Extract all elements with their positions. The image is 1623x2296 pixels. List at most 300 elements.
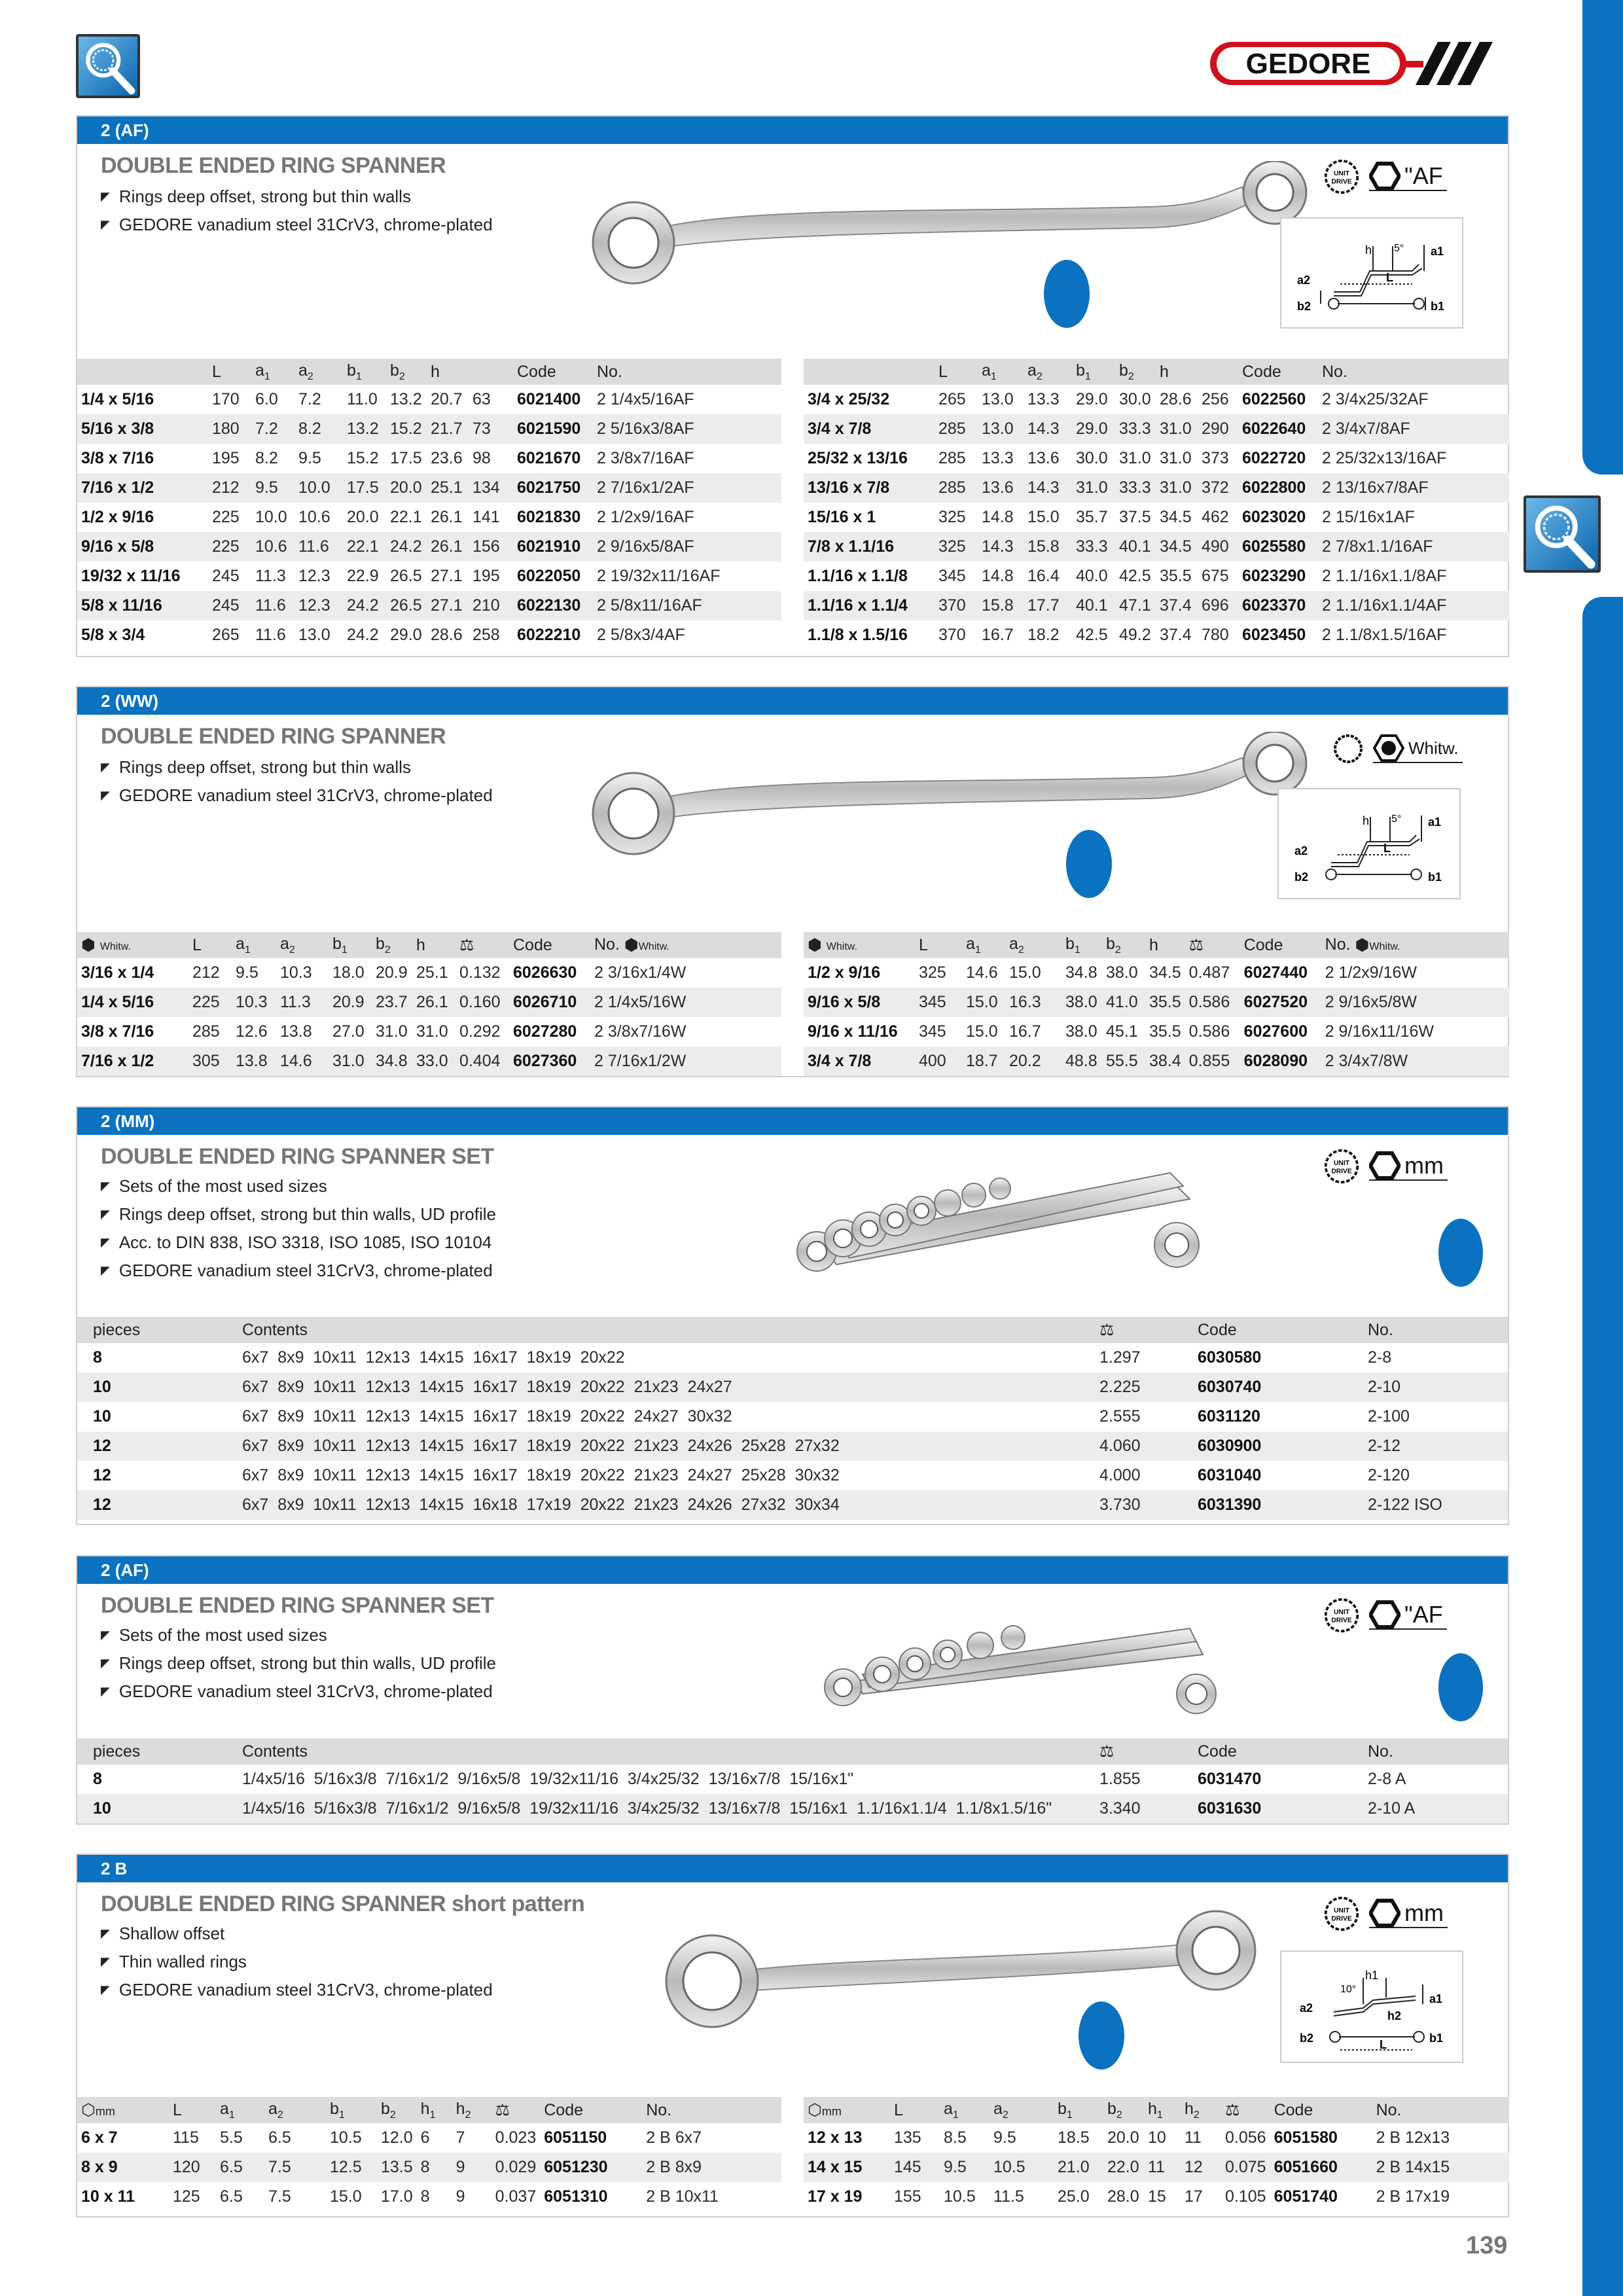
- table-cell: 3/8 x 7/16: [81, 1022, 154, 1041]
- table-cell: 9.5: [251, 473, 294, 503]
- size-unit-badge: [1369, 162, 1447, 191]
- diagram-label: h: [1363, 814, 1370, 827]
- svg-text:UNIT: UNIT: [1334, 1609, 1349, 1617]
- table-cell: 17.0: [381, 2187, 413, 2206]
- table-cell: 31.0: [1119, 449, 1151, 467]
- table-row: [804, 958, 1509, 988]
- table-row: [77, 1017, 781, 1047]
- table-cell: 21.0: [1054, 2153, 1103, 2182]
- table-cell: 6031040: [1198, 1466, 1262, 1484]
- table-cell: 14.3: [1024, 414, 1072, 444]
- table-cell: 6030740: [1194, 1372, 1364, 1402]
- table-cell: 2.555: [1099, 1407, 1141, 1426]
- col-h1: $h_1$: [417, 2097, 452, 2123]
- table-cell: 33.0: [412, 1047, 455, 1076]
- table-cell: 1.1/16 x 1.1/4: [804, 591, 935, 620]
- table-cell: 73: [469, 414, 513, 444]
- table-cell: 2 1.1/16x1.1/8AF: [1322, 567, 1447, 585]
- table-cell: 400: [915, 1047, 962, 1076]
- table-cell: 16.7: [1009, 1022, 1041, 1041]
- table-cell: 2 1.1/16x1.1/4AF: [1318, 591, 1509, 620]
- section-mm-spanner-set: [76, 1106, 1509, 1525]
- table-cell: 6.5: [216, 2153, 264, 2182]
- table-cell: 6021400: [517, 390, 581, 408]
- col-a2: $a_2$: [276, 932, 329, 958]
- table-cell: 675: [1202, 567, 1229, 585]
- col-b1: $b_1$: [326, 2097, 377, 2123]
- scale-weight-icon: ⚖: [491, 2097, 541, 2123]
- table-cell: 47.1: [1115, 591, 1156, 620]
- table-cell: 256: [1202, 390, 1229, 408]
- table-cell: 6027600: [1243, 1022, 1308, 1041]
- table-cell: 6x7 8x9 10x11 12x13 14x15 16x18 17x19 20x22 21x23 24x26 27x32 30x34: [238, 1490, 1096, 1520]
- table-cell: 6x7 8x9 10x11 12x13 14x15 16x17 18x19 20x22 21x23 24x27 25x28 30x32: [242, 1466, 840, 1484]
- table-cell: 0.292: [459, 1022, 501, 1041]
- set-table: [77, 1738, 1508, 1823]
- table-cell: 10 x 11: [81, 2187, 135, 2206]
- table-cell: 42.5: [1076, 626, 1108, 644]
- col-L: L: [169, 2097, 216, 2123]
- table-cell: 0.487: [1188, 963, 1230, 982]
- table-cell: 15.0: [966, 1022, 998, 1041]
- table-cell: 2 B 10x11: [646, 2187, 719, 2206]
- table-cell: 6051660: [1270, 2153, 1372, 2182]
- table-cell: 10.5: [330, 2128, 362, 2147]
- table-row: [804, 562, 1509, 591]
- table-cell: 27.1: [427, 591, 469, 620]
- wrench-image: [562, 161, 1334, 292]
- table-cell: 31.0: [329, 1047, 372, 1076]
- table-cell: 370: [935, 591, 978, 620]
- col-h: h: [1145, 932, 1185, 958]
- table-cell: 9: [452, 2153, 491, 2182]
- table-cell: 3/4 x 25/32: [808, 390, 890, 408]
- table-cell: 6.5: [268, 2128, 291, 2147]
- brand-name: GEDORE: [1245, 48, 1371, 80]
- ring-spanner-icon[interactable]: [1524, 495, 1601, 573]
- feature-list: [101, 183, 493, 240]
- table-cell: 34.8: [372, 1047, 412, 1076]
- table-cell: 29.0: [1076, 390, 1108, 408]
- table-cell: 9.5: [298, 449, 321, 467]
- table-cell: 2 1/2x9/16W: [1325, 963, 1418, 982]
- table-cell: 48.8: [1061, 1047, 1102, 1076]
- table-header-row: ⬢ Whitw. L $a_1$ $a_2$ $b_1$ $b_2$ h ⚖ Code No. ⬢Whitw.: [804, 932, 1509, 958]
- table-cell: 1.297: [1099, 1348, 1141, 1367]
- table-row: [804, 620, 1509, 650]
- table-cell: 15.0: [330, 2187, 362, 2206]
- col-L: L: [208, 359, 251, 385]
- unit-drive-icon: [1323, 1597, 1360, 1634]
- table-cell: 15.2: [347, 449, 379, 467]
- table-header-row: [77, 1317, 1508, 1343]
- table-row: [77, 591, 781, 620]
- diagram-label: h: [1365, 243, 1372, 257]
- table-cell: 17: [1185, 2187, 1203, 2206]
- table-cell: 2 B 14x15: [1372, 2153, 1509, 2182]
- table-cell: 20.9: [376, 963, 408, 982]
- feature-item: ◤ GEDORE vanadium steel 31CrV3, chrome-plated: [101, 1977, 493, 2005]
- col-h: h: [412, 932, 455, 958]
- table-cell: 9.5: [993, 2128, 1016, 2147]
- col-no: No.: [1364, 1317, 1508, 1343]
- table-cell: 18.5: [1058, 2128, 1090, 2147]
- table-cell: 0.056: [1225, 2128, 1266, 2147]
- table-header-row: ⬢ Whitw. L $a_1$ $a_2$ $b_1$ $b_2$ h ⚖ Code No. ⬢Whitw.: [77, 932, 781, 958]
- table-cell: 156: [469, 532, 513, 562]
- product-title: DOUBLE ENDED RING SPANNER: [101, 724, 446, 749]
- col-code: Code: [509, 932, 590, 958]
- table-cell: 6x7 8x9 10x11 12x13 14x15 16x17 18x19 20x22 24x27 30x32: [242, 1407, 732, 1426]
- table-cell: 11.0: [347, 390, 378, 408]
- col-L: L: [188, 932, 232, 958]
- table-row: [804, 591, 1509, 620]
- table-cell: 34.5: [1156, 532, 1198, 562]
- spec-table-right: [804, 359, 1509, 650]
- table-cell: 31.0: [1072, 473, 1115, 503]
- col-a2: $a_2$: [1024, 359, 1072, 385]
- table-cell: 212: [208, 473, 251, 503]
- table-header-row: [804, 359, 1509, 385]
- table-cell: 5.5: [220, 2128, 243, 2147]
- table-cell: 13.8: [232, 1047, 276, 1076]
- table-cell: 2 25/32x13/16AF: [1322, 449, 1447, 467]
- col-h: h: [1156, 359, 1198, 385]
- table-header-row: ⬡mm L $a_1$ $a_2$ $b_1$ $b_2$ $h_1$ $h_2$ ⚖ Code No.: [77, 2097, 781, 2123]
- table-cell: 29.0: [390, 626, 422, 644]
- drive-icons: [1323, 1597, 1447, 1634]
- col-h: h: [427, 359, 469, 385]
- table-cell: 24.2: [343, 591, 386, 620]
- table-cell: 6022050: [517, 567, 581, 585]
- table-cell: 18.2: [1027, 626, 1060, 644]
- size-unit-label: "AF: [1404, 1601, 1443, 1628]
- table-cell: 6.0: [255, 390, 278, 408]
- table-cell: 0.037: [495, 2187, 537, 2206]
- table-cell: 17.7: [1024, 591, 1072, 620]
- table-cell: 6051150: [544, 2128, 607, 2147]
- section-af-ring-spanner: [76, 115, 1509, 657]
- table-cell: 135: [894, 2128, 921, 2147]
- feature-item: ◤ GEDORE vanadium steel 31CrV3, chrome-plated: [101, 1678, 496, 1706]
- col-code: Code: [1194, 1317, 1364, 1343]
- col-b2: $b_2$: [372, 932, 412, 958]
- col-a1: $a_1$: [216, 2097, 264, 2123]
- svg-text:DRIVE: DRIVE: [1331, 1168, 1352, 1175]
- table-cell: 20.0: [386, 473, 427, 503]
- diagram-label: L: [1380, 2038, 1387, 2051]
- table-cell: 5/16 x 3/8: [77, 414, 208, 444]
- col-b2: $b_2$: [1103, 2097, 1144, 2123]
- sidebar-tab-bottom: [1582, 597, 1623, 2296]
- table-row: [77, 1794, 1508, 1823]
- table-cell: 6023450: [1242, 626, 1306, 644]
- table-cell: 16.4: [1027, 567, 1060, 585]
- diagram-label: a2: [1294, 844, 1308, 857]
- hex-icon: [1369, 1151, 1400, 1180]
- table-body: [77, 385, 781, 650]
- table-cell: 1/4 x 5/16: [81, 390, 154, 408]
- col-L: L: [915, 932, 962, 958]
- table-cell: 7.5: [268, 2187, 291, 2206]
- table-cell: 3.730: [1096, 1490, 1194, 1520]
- table-cell: 5/8 x 11/16: [77, 591, 208, 620]
- table-cell: 14.6: [966, 963, 998, 982]
- table-cell: 41.0: [1102, 988, 1145, 1017]
- unit-drive-icon: [1323, 1148, 1360, 1185]
- table-cell: 6023370: [1238, 591, 1318, 620]
- feature-item: ◤ Rings deep offset, strong but thin walls: [101, 754, 493, 782]
- table-cell: 8.2: [294, 414, 343, 444]
- section-tag: 2 (WW): [77, 687, 1508, 715]
- table-cell: 9/16 x 5/8: [804, 988, 915, 1017]
- table-cell: 14 x 15: [804, 2153, 890, 2182]
- table-cell: 7.5: [264, 2153, 326, 2182]
- table-cell: 13.3: [1027, 390, 1060, 408]
- table-cell: 25/32 x 13/16: [808, 449, 908, 467]
- col-code: Code: [1270, 2097, 1372, 2123]
- table-row: [804, 988, 1509, 1017]
- twelve-point-ring-icon: [1332, 733, 1364, 764]
- table-cell: 2 7/16x1/2AF: [593, 473, 781, 503]
- size-unit-label: "AF: [1404, 162, 1443, 189]
- table-cell: 20.9: [329, 988, 372, 1017]
- table-cell: 22.9: [347, 567, 379, 585]
- table-cell: 13.2: [390, 390, 422, 408]
- diagram-label: a1: [1428, 816, 1442, 829]
- table-cell: 10.3: [280, 963, 312, 982]
- table-cell: 1/2 x 9/16: [808, 963, 881, 982]
- table-cell: 6022720: [1242, 449, 1306, 467]
- table-cell: 0.029: [491, 2153, 541, 2182]
- size-unit-badge: [1373, 734, 1463, 763]
- table-cell: 35.5: [1160, 567, 1192, 585]
- table-cell: 6021590: [513, 414, 593, 444]
- diagram-label: b2: [1297, 300, 1311, 313]
- table-cell: 7/8 x 1.1/16: [804, 532, 935, 562]
- product-title: DOUBLE ENDED RING SPANNER SET: [101, 1144, 494, 1169]
- feature-item: ◤ Thin walled rings: [101, 1948, 493, 1977]
- table-cell: 3/16 x 1/4: [81, 963, 154, 982]
- section-tag: 2 (MM): [77, 1107, 1508, 1135]
- blue-marker: [1066, 830, 1112, 898]
- table-cell: 212: [192, 963, 220, 982]
- table-cell: 2-120: [1368, 1466, 1410, 1484]
- feature-item: ◤ GEDORE vanadium steel 31CrV3, chrome-plated: [101, 782, 493, 810]
- table-cell: 15.8: [1024, 532, 1072, 562]
- table-cell: 2 13/16x7/8AF: [1318, 473, 1509, 503]
- spec-table-right: [804, 932, 1509, 1076]
- table-cell: 27.1: [431, 567, 463, 585]
- table-cell: 9/16 x 11/16: [808, 1022, 898, 1041]
- col-L: L: [890, 2097, 940, 2123]
- table-cell: 0.105: [1225, 2187, 1266, 2206]
- col-b1: $b_1$: [1054, 2097, 1103, 2123]
- table-cell: 6022210: [517, 626, 581, 644]
- table-header-row: [77, 1738, 1508, 1765]
- col-b1: $b_1$: [329, 932, 372, 958]
- table-cell: 285: [935, 473, 978, 503]
- table-cell: 3.340: [1096, 1794, 1194, 1823]
- table-cell: 6x7 8x9 10x11 12x13 14x15 16x17 18x19 20x22 21x23 24x26 25x28 27x32: [238, 1431, 1096, 1461]
- table-row: [77, 532, 781, 562]
- svg-text:DRIVE: DRIVE: [1331, 1617, 1352, 1624]
- table-cell: 18.7: [962, 1047, 1005, 1076]
- table-cell: 37.4: [1156, 591, 1198, 620]
- spec-table-left: [77, 932, 781, 1076]
- feature-item: ◤ Rings deep offset, strong but thin walls, UD profile: [101, 1201, 496, 1229]
- col-a1: $a_1$: [978, 359, 1024, 385]
- spanner-set-image: [784, 1160, 1229, 1291]
- table-cell: 6021670: [517, 449, 581, 467]
- table-cell: 40.1: [1072, 591, 1115, 620]
- table-cell: 31.0: [416, 1022, 448, 1041]
- table-cell: 290: [1198, 414, 1238, 444]
- table-cell: 1.855: [1099, 1770, 1141, 1788]
- table-cell: 7.2: [298, 390, 321, 408]
- table-cell: 6021750: [513, 473, 593, 503]
- table-cell: 13.8: [280, 1022, 312, 1041]
- diagram-label: a2: [1300, 2001, 1313, 2015]
- table-cell: 9.5: [940, 2153, 990, 2182]
- table-cell: 134: [469, 473, 513, 503]
- col-a2: $a_2$: [990, 2097, 1054, 2123]
- table-row: [77, 2153, 781, 2182]
- table-cell: 45.1: [1106, 1022, 1138, 1041]
- table-cell: 13.5: [377, 2153, 417, 2182]
- table-cell: 7/16 x 1/2: [77, 473, 208, 503]
- table-cell: 2 B 6x7: [646, 2128, 702, 2147]
- table-cell: 14.6: [276, 1047, 329, 1076]
- table-row: [804, 473, 1509, 503]
- col-no: No.: [1372, 2097, 1509, 2123]
- table-cell: 7.2: [251, 414, 294, 444]
- table-row: [77, 473, 781, 503]
- feature-list: [101, 754, 493, 810]
- diagram-label: b2: [1294, 870, 1309, 884]
- set-table: [77, 1317, 1508, 1520]
- hex-icon: [1373, 734, 1404, 762]
- diagram-label: 10°: [1340, 1984, 1357, 1995]
- table-cell: 10.0: [255, 508, 287, 526]
- table-cell: 37.5: [1119, 508, 1151, 526]
- section-tag: 2 (AF): [77, 117, 1508, 144]
- table-body: [77, 2123, 781, 2212]
- col-a1: $a_1$: [940, 2097, 990, 2123]
- table-cell: 17.5: [390, 449, 422, 467]
- table-cell: 38.0: [1065, 1022, 1097, 1041]
- table-cell: 14.8: [982, 567, 1014, 585]
- table-cell: 35.5: [1149, 1022, 1181, 1041]
- spanner-set-image: [804, 1602, 1249, 1733]
- blue-marker: [1438, 1219, 1483, 1287]
- product-title: DOUBLE ENDED RING SPANNER SET: [101, 1593, 494, 1618]
- table-row: [77, 385, 781, 414]
- table-cell: 12.3: [298, 567, 330, 585]
- table-cell: 6031470: [1198, 1770, 1262, 1788]
- table-cell: 38.0: [1106, 963, 1138, 982]
- col-code: Code: [1240, 932, 1321, 958]
- table-cell: 2 3/4x7/8W: [1321, 1047, 1509, 1076]
- table-body: [804, 2123, 1509, 2212]
- table-cell: 33.3: [1115, 414, 1156, 444]
- table-cell: 37.4: [1160, 626, 1192, 644]
- svg-text:UNIT: UNIT: [1334, 170, 1349, 178]
- table-cell: 12: [1181, 2153, 1221, 2182]
- feature-item: ◤ GEDORE vanadium steel 31CrV3, chrome-plated: [101, 1257, 496, 1285]
- table-cell: 490: [1198, 532, 1238, 562]
- table-cell: 15.8: [978, 591, 1024, 620]
- table-row: [804, 2123, 1509, 2153]
- table-cell: 2 19/32x11/16AF: [597, 567, 721, 585]
- svg-text:UNIT: UNIT: [1334, 1160, 1349, 1168]
- table-cell: 2-10 A: [1364, 1794, 1508, 1823]
- table-cell: 6023020: [1242, 508, 1306, 526]
- table-cell: 6025580: [1238, 532, 1318, 562]
- table-cell: 2.225: [1096, 1372, 1194, 1402]
- table-cell: 145: [890, 2153, 940, 2182]
- table-cell: 115: [173, 2128, 199, 2147]
- table-cell: 6031390: [1194, 1490, 1364, 1520]
- table-cell: 28.6: [1160, 390, 1192, 408]
- table-cell: 8: [417, 2153, 452, 2182]
- table-row: [77, 958, 781, 988]
- table-cell: 10: [93, 1407, 111, 1426]
- table-cell: 15.2: [386, 414, 427, 444]
- table-cell: 10: [1148, 2128, 1166, 2147]
- table-cell: 14.8: [982, 508, 1014, 526]
- table-cell: 6021910: [513, 532, 593, 562]
- diagram-label: b1: [1428, 870, 1442, 884]
- table-cell: 0.404: [455, 1047, 509, 1076]
- col-code: Code: [540, 2097, 642, 2123]
- table-row: [77, 1431, 1508, 1461]
- table-cell: 8.5: [944, 2128, 967, 2147]
- table-cell: 33.3: [1115, 473, 1156, 503]
- table-cell: 6026710: [509, 988, 590, 1017]
- table-cell: 1/2 x 9/16: [81, 508, 154, 526]
- table-cell: 13.0: [978, 414, 1024, 444]
- table-cell: 0.586: [1185, 988, 1240, 1017]
- table-cell: 11.6: [251, 591, 294, 620]
- table-cell: 225: [208, 532, 251, 562]
- table-cell: 13.6: [978, 473, 1024, 503]
- table-cell: 10.5: [944, 2187, 976, 2206]
- table-cell: 40.1: [1115, 532, 1156, 562]
- table-row: [77, 562, 781, 591]
- table-cell: 6022130: [513, 591, 593, 620]
- table-cell: 258: [473, 626, 500, 644]
- table-cell: 120: [169, 2153, 216, 2182]
- table-cell: 6023290: [1242, 567, 1306, 585]
- table-cell: 8: [93, 1770, 102, 1788]
- table-cell: 10.6: [251, 532, 294, 562]
- table-cell: 6026630: [513, 963, 577, 982]
- table-row: [77, 1343, 1508, 1372]
- col-no: No.: [642, 2097, 781, 2123]
- table-cell: 4.000: [1099, 1466, 1141, 1484]
- table-cell: 2 B 17x19: [1376, 2187, 1450, 2206]
- diagram-label: 5°: [1391, 814, 1402, 825]
- col-a2: $a_2$: [264, 2097, 326, 2123]
- scale-weight-icon: ⚖: [1096, 1738, 1194, 1765]
- table-cell: 2 9/16x5/8W: [1321, 988, 1509, 1017]
- col-h2: $h_2$: [452, 2097, 491, 2123]
- table-cell: 8: [93, 1348, 102, 1367]
- table-cell: 780: [1202, 626, 1229, 644]
- table-cell: 3/8 x 7/16: [81, 449, 154, 467]
- table-cell: 34.5: [1149, 963, 1181, 982]
